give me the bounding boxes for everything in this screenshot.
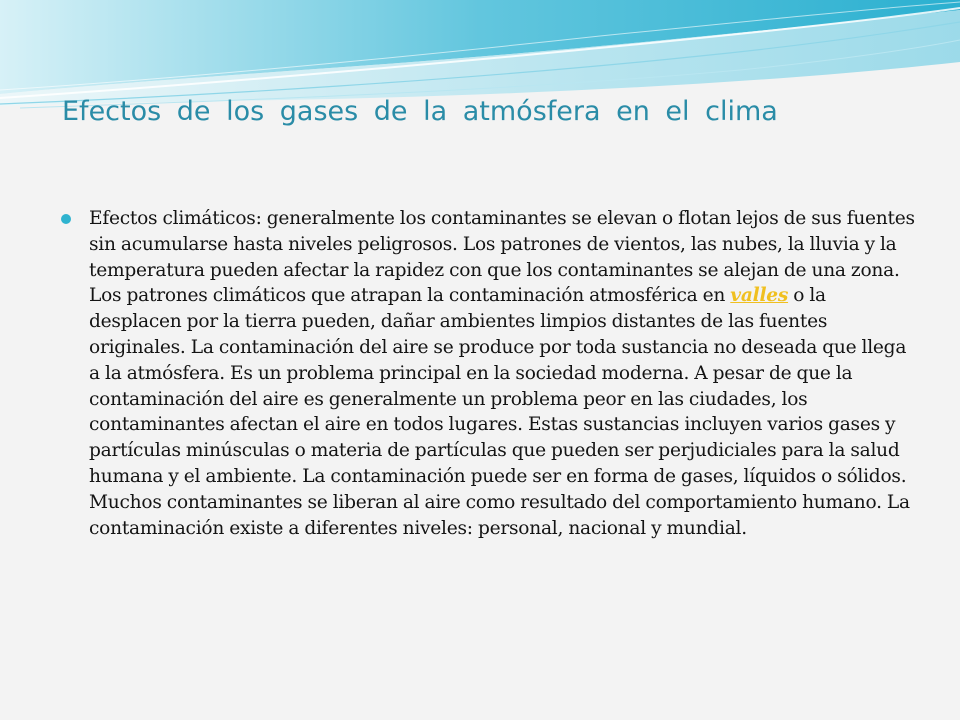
bullet-text-before-link: Efectos climáticos: generalmente los contaminantes se elevan o flotan lejos de sus fuentes sin acumularse hasta niveles peligrosos. Los patrones de vientos, las nubes, la lluvia y la temperatura pueden afectar la rapidez con que los contaminantes se alejan de una zona. Los patrones climáticos que atrapan la contaminación atmosférica en	[89, 208, 915, 307]
slide-title: Efectos de los gases de la atmósfera en el clima	[62, 96, 778, 127]
bullet-dot-icon	[61, 214, 71, 224]
bullet-text	[89, 206, 919, 541]
bullet-item	[60, 206, 920, 541]
slide-content	[60, 206, 920, 541]
bullet-text-after-link: o la desplacen por la tierra pueden, dañar ambientes limpios distantes de las fuentes originales. La contaminación del aire se produce por toda sustancia no deseada que llega a la atmósfera. Es un problema principal en la sociedad moderna. A pesar de que la contaminación del aire es generalmente un problema peor en las ciudades, los contaminantes afectan el aire en todos lugares. Estas sustancias incluyen varios gases y partículas minúsculas o materia de partículas que pueden ser perjudiciales para la salud humana y el ambiente. La contaminación puede ser en forma de gases, líquidos o sólidos. Muchos contaminantes se liberan al aire como resultado del comportamiento humano. La contaminación existe a diferentes niveles: personal, nacional y mundial.	[89, 285, 910, 539]
valles-link[interactable]: valles	[730, 285, 789, 307]
